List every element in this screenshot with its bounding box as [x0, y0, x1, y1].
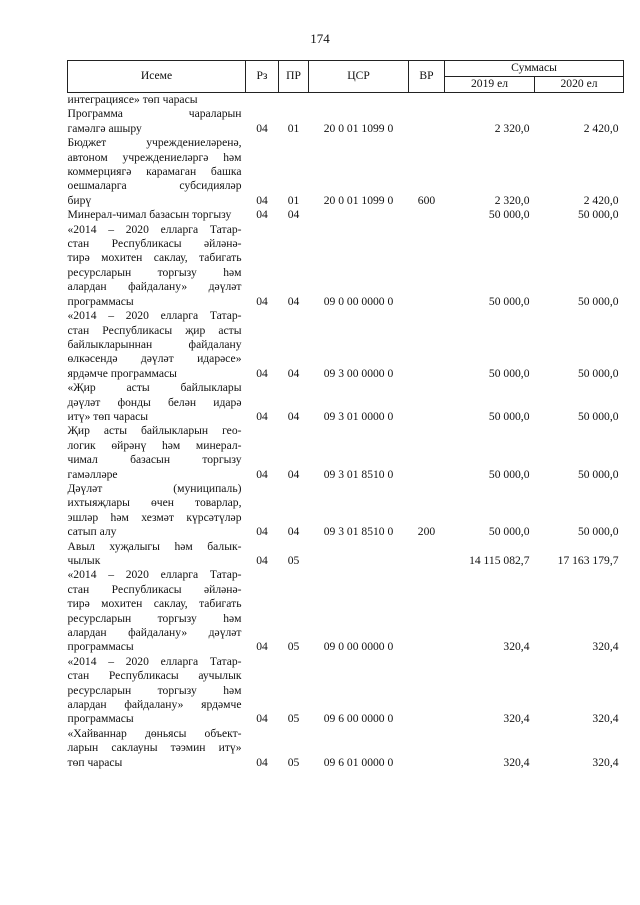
row-sum-2019 [445, 93, 535, 108]
row-csr: 20 0 01 1099 0 [323, 121, 394, 135]
row-name-line: алардан файдалану» дәүләт [67, 280, 242, 294]
row-name [68, 223, 246, 309]
row-csr: 09 0 00 0000 0 [323, 294, 394, 308]
row-sum-2020 [535, 93, 624, 108]
row-pr: 04 [287, 467, 300, 481]
row-csr: 09 3 01 8510 0 [323, 467, 394, 481]
row-name-line: логик өйрәнү һәм минерал- [67, 438, 242, 452]
row-name-line: өлкәсендә дәүләт идарәсе» [67, 352, 242, 366]
row-sum-2020: 50 000,0 [577, 294, 619, 308]
row-rz: 04 [256, 525, 268, 539]
row-sum-2020: 50 000,0 [577, 467, 619, 481]
col-header-pr: ПР [279, 61, 309, 93]
row-name [68, 568, 246, 654]
col-header-sums: Суммасы [445, 61, 624, 77]
row-name [68, 381, 246, 424]
row-csr [309, 93, 409, 108]
row-name-line: тирә мохитен саклау, табигать [67, 597, 242, 611]
row-name-line: программасы [67, 712, 134, 726]
col-header-year-2020: 2020 ел [535, 77, 624, 93]
page-number: 174 [310, 31, 330, 46]
row-pr [279, 93, 309, 108]
row-vr [409, 107, 445, 136]
row-pr: 04 [287, 294, 300, 308]
row-vr [409, 568, 445, 654]
row-name-line: байлыкларыннан файдалану [67, 337, 242, 351]
row-name [68, 655, 246, 727]
row-csr: 09 6 01 0000 0 [323, 755, 394, 769]
row-csr: 09 3 00 0000 0 [323, 366, 394, 380]
row-name-line: ларын саклауны тәэмин итү» [67, 741, 242, 755]
row-rz: 04 [256, 554, 268, 567]
row-sum-2020: 50 000,0 [577, 409, 619, 423]
row-rz: 04 [256, 193, 268, 207]
row-name-line: итү» төп чарасы [67, 409, 149, 423]
row-csr: 09 6 00 0000 0 [323, 712, 394, 726]
row-name-line: сатып алу [67, 525, 117, 539]
row-sum-2019: 2 320,0 [494, 121, 530, 135]
row-csr: 09 3 01 0000 0 [323, 409, 394, 423]
row-sum-2020: 320,4 [592, 712, 619, 726]
row-csr [309, 540, 409, 569]
table-row [68, 309, 624, 381]
col-header-name: Исеме [68, 61, 246, 93]
row-name [68, 208, 246, 222]
row-pr: 04 [287, 208, 300, 222]
row-rz: 04 [256, 208, 268, 222]
row-sum-2020: 2 420,0 [583, 193, 619, 207]
table-body [68, 93, 624, 771]
row-name-line: Җир асты байлыкларын гео- [67, 424, 242, 438]
table-row [68, 208, 624, 222]
row-name-line: «Хайваннар дөньясы объект- [67, 726, 242, 740]
row-vr: 200 [417, 525, 436, 539]
row-name-line: алардан файдалану» ярдәмче [67, 698, 242, 712]
row-name [68, 727, 246, 770]
row-name-line: стан Республикасы җир асты [67, 323, 242, 337]
row-rz: 04 [256, 366, 268, 380]
row-name-line: алардан файдалану» дәүләт [67, 626, 242, 640]
col-header-csr: ЦСР [309, 61, 409, 93]
row-sum-2019: 320,4 [503, 640, 530, 654]
table-row [68, 540, 624, 569]
row-rz: 04 [256, 121, 268, 135]
row-name [68, 93, 246, 108]
row-sum-2019: 320,4 [503, 755, 530, 769]
row-name-line: Авыл хуҗалыгы һәм балык- [67, 539, 242, 553]
row-vr [409, 208, 445, 222]
table-row [68, 136, 624, 208]
row-name-line: гамәлгә ашыру [67, 121, 142, 135]
row-name-line: эшләр һәм хезмәт күрсәтүләр [67, 510, 242, 524]
row-vr [409, 381, 445, 424]
table-row [68, 381, 624, 424]
row-name-line: интеграциясе» төп чарасы [67, 93, 198, 106]
row-pr: 01 [287, 193, 300, 207]
row-name-line: «2014 – 2020 елларга Татар- [67, 654, 242, 668]
col-header-year-2019: 2019 ел [445, 77, 535, 93]
row-sum-2019: 14 115 082,7 [469, 554, 530, 567]
row-pr: 05 [287, 554, 300, 567]
table-row [68, 568, 624, 654]
row-name [68, 309, 246, 381]
row-sum-2019: 50 000,0 [488, 366, 530, 380]
row-pr: 05 [287, 640, 300, 654]
row-sum-2020: 50 000,0 [577, 208, 619, 222]
row-vr [409, 424, 445, 482]
row-sum-2020: 50 000,0 [577, 525, 619, 539]
table-row [68, 424, 624, 482]
row-sum-2020: 320,4 [592, 755, 619, 769]
row-name [68, 107, 246, 136]
row-sum-2019: 50 000,0 [488, 208, 530, 222]
row-name [68, 482, 246, 540]
row-csr: 09 0 00 0000 0 [323, 640, 394, 654]
row-name-line: ресурсларын торгызу һәм [67, 611, 242, 625]
row-name-line: Программа чараларын [67, 107, 242, 121]
row-rz: 04 [256, 294, 268, 308]
row-pr: 04 [287, 409, 300, 423]
row-rz [246, 93, 279, 108]
table-row [68, 107, 624, 136]
row-vr [409, 93, 445, 108]
row-sum-2020: 320,4 [592, 640, 619, 654]
row-rz: 04 [256, 712, 268, 726]
row-name-line: программасы [67, 640, 134, 654]
col-header-rz: Рз [246, 61, 279, 93]
row-name-line: Дәүләт (муниципаль) [67, 481, 242, 495]
row-rz: 04 [256, 640, 268, 654]
row-pr: 05 [287, 712, 300, 726]
table-row [68, 727, 624, 770]
table-header [68, 61, 624, 93]
col-header-vr: ВР [409, 61, 445, 93]
row-pr: 04 [287, 525, 300, 539]
row-name-line: тирә мохитен саклау, табигать [67, 251, 242, 265]
row-pr: 04 [287, 366, 300, 380]
row-name [68, 424, 246, 482]
row-name-line: Минерал-чимал базасын торгызу [67, 208, 232, 222]
row-sum-2019: 2 320,0 [494, 193, 530, 207]
row-sum-2019: 320,4 [503, 712, 530, 726]
row-vr [409, 655, 445, 727]
row-name-line: «2014 – 2020 елларга Татар- [67, 568, 242, 582]
row-name-line: Бюджет учреждениеләренә, [67, 136, 242, 150]
row-name [68, 136, 246, 208]
row-csr: 20 0 01 1099 0 [323, 193, 394, 207]
row-name-line: гамәлләре [67, 467, 118, 481]
row-name-line: стан Республикасы аучылык [67, 669, 242, 683]
row-rz: 04 [256, 409, 268, 423]
table-row [68, 223, 624, 309]
row-rz: 04 [256, 467, 268, 481]
row-sum-2020: 50 000,0 [577, 366, 619, 380]
row-csr [309, 208, 409, 222]
row-vr [409, 309, 445, 381]
row-sum-2020: 17 163 179,7 [557, 554, 619, 567]
row-sum-2019: 50 000,0 [488, 467, 530, 481]
row-name-line: төп чарасы [67, 755, 123, 769]
row-name-line: чылык [67, 554, 101, 567]
row-name-line: ресурсларын торгызу һәм [67, 265, 242, 279]
row-name-line: стан Республикасы әйләнә- [67, 582, 242, 596]
budget-table [67, 60, 624, 770]
row-name-line: ярдәмче программасы [67, 366, 177, 380]
row-name-line: чимал базасын торгызу [67, 453, 242, 467]
row-sum-2019: 50 000,0 [488, 525, 530, 539]
row-name-line: стан Республикасы әйләнә- [67, 237, 242, 251]
row-sum-2019: 50 000,0 [488, 409, 530, 423]
row-vr [409, 540, 445, 569]
row-csr: 09 3 01 8510 0 [323, 525, 394, 539]
row-name [68, 540, 246, 569]
row-vr: 600 [417, 193, 436, 207]
row-name-line: коммерциягә карамаган башка [67, 165, 242, 179]
row-vr [409, 727, 445, 770]
row-sum-2019: 50 000,0 [488, 294, 530, 308]
row-name-line: автоном учреждениеләргә һәм [67, 150, 242, 164]
table-row [68, 482, 624, 540]
row-name-line: программасы [67, 294, 134, 308]
row-name-line: «Җир асты байлыклары [67, 381, 242, 395]
row-sum-2020: 2 420,0 [583, 121, 619, 135]
row-name-line: ихтыяҗлары өчен товарлар, [67, 496, 242, 510]
row-vr [409, 223, 445, 309]
table-row [68, 93, 624, 108]
row-name-line: «2014 – 2020 елларга Татар- [67, 309, 242, 323]
row-rz: 04 [256, 755, 268, 769]
row-pr: 01 [287, 121, 300, 135]
table-row [68, 655, 624, 727]
row-name-line: бирү [67, 193, 92, 207]
row-name-line: дәүләт фонды белән идарә [67, 395, 242, 409]
row-pr: 05 [287, 755, 300, 769]
row-name-line: «2014 – 2020 елларга Татар- [67, 222, 242, 236]
row-name-line: ресурсларын торгызу һәм [67, 683, 242, 697]
row-name-line: оешмаларга субсидияләр [67, 179, 242, 193]
